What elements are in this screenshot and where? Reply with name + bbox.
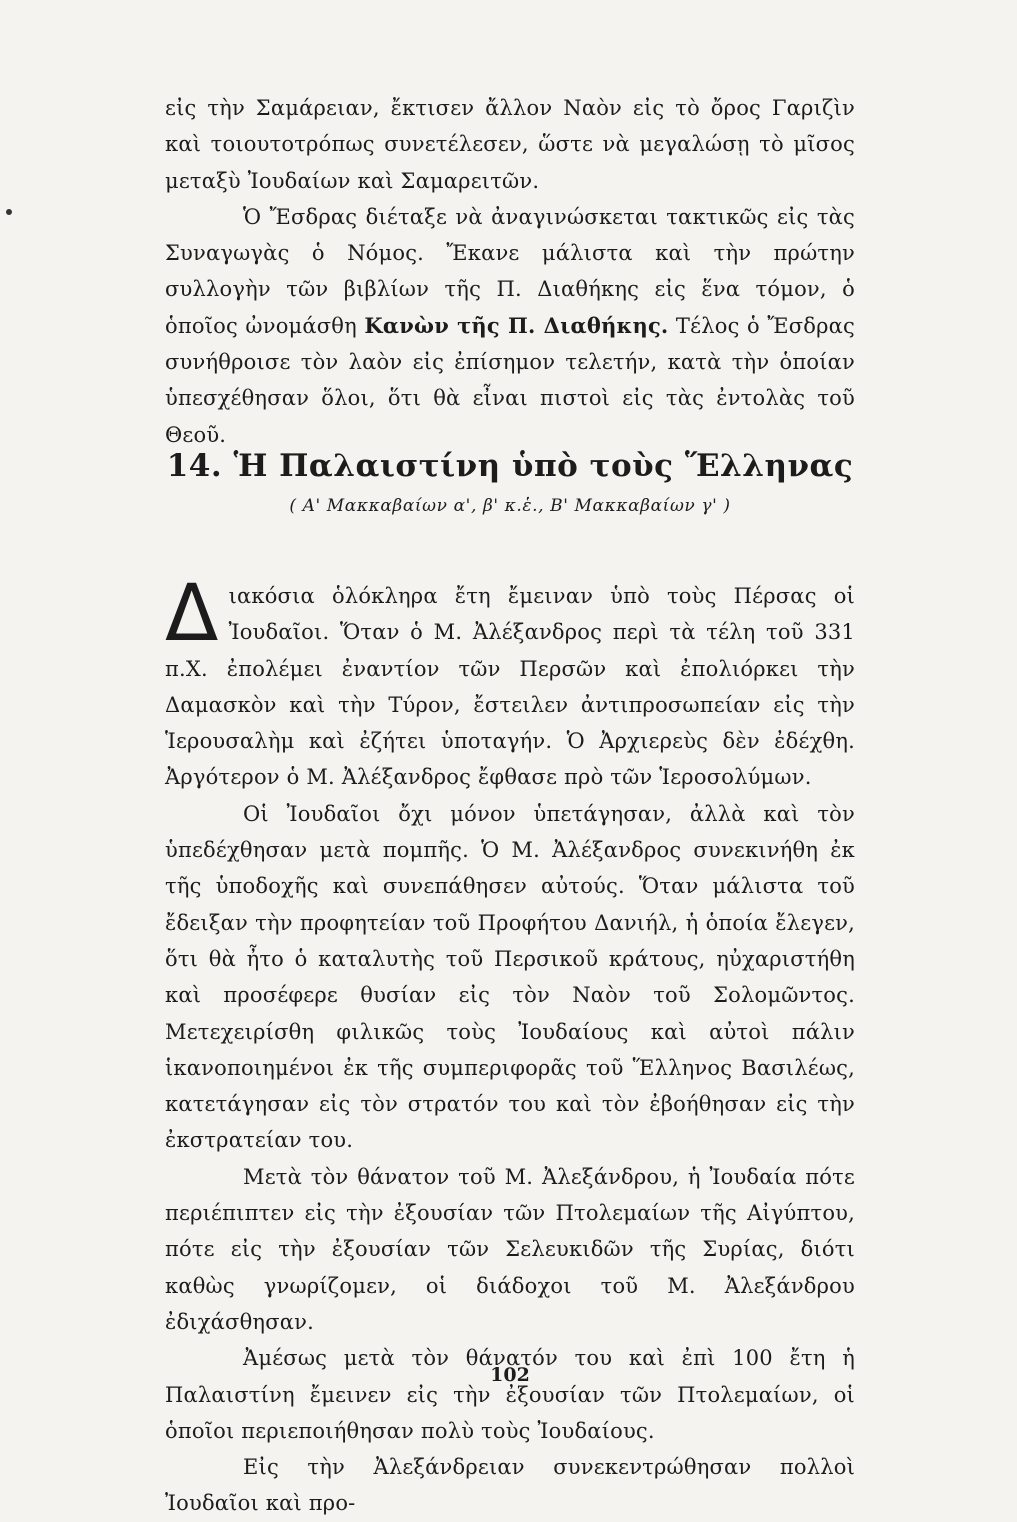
esdras-text-end: Τέλος ὁ Ἔσδρας συνήθροισε τὸν λαὸν εἰς ἐπίσημον τελετήν, κατὰ τὴν ὁποίαν ὑπεσχέθησαν ὅλοι, ὅτι θὰ εἶναι πιστοὶ εἰς τὰς ἐντολὰς τοῦ Θεοῦ. — [165, 313, 855, 447]
section-title: 14. Ἡ Παλαιστίνη ὑπὸ τοὺς Ἕλληνας — [166, 448, 854, 484]
drop-cap: Δ — [165, 569, 219, 659]
esdras-paragraph — [165, 199, 855, 453]
paragraph-alexandria: Εἰς τὴν Ἀλεξάνδρειαν συνεκεντρώθησαν πολλοὶ Ἰουδαῖοι καὶ προ- — [165, 1455, 855, 1516]
section-reference: ( Α' Μακκαβαίων α', β' κ.ἑ., Β' Μακκαβαίων γ' ) — [289, 496, 731, 516]
first-paragraph — [165, 569, 855, 796]
first-paragraph-text: ιακόσια ὁλόκληρα ἔτη ἔμειναν ὑπὸ τοὺς Πέρσας οἱ Ἰουδαῖοι. Ὅταν ὁ Μ. Ἀλέξανδρος περὶ τὰ τέλη τοῦ 331 π.Χ. ἐπολέμει ἐναντίον τῶν Περσῶν καὶ ἐπολιόρκει τὴν Δαμασκὸν καὶ τὴν Τύρον, ἔστειλεν ἀντιπροσωπείαν εἰς τὴν Ἱερουσαλὴμ καὶ ἐζήτει ὑποταγήν. Ὁ Ἀρχιερεὺς δὲν ἐδέχθη. Ἀργότερον ὁ Μ. Ἀλέξανδρος ἔφθασε πρὸ τῶν Ἱεροσολύμων. — [165, 584, 855, 790]
upper-text-block — [165, 90, 855, 453]
intro-paragraph: εἰς τὴν Σαμάρειαν, ἔκτισεν ἄλλον Ναὸν εἰς τὸ ὄρος Γαριζὶν καὶ τοιουτοτρόπως συνετέλεσεν, ὥστε νὰ μεγαλώσῃ τὸ μῖσος μεταξὺ Ἰουδαίων καὶ Σαμαρειτῶν. — [165, 96, 855, 193]
canon-term: Κανὼν τῆς Π. Διαθήκης. — [364, 312, 669, 338]
page-number: 102 — [490, 1364, 530, 1386]
margin-dot — [6, 209, 12, 215]
paragraph-after-alexander: Μετὰ τὸν θάνατον τοῦ Μ. Ἀλεξάνδρου, ἡ Ἰουδαία πότε περιέπιπτεν εἰς τὴν ἐξουσίαν τῶν Πτολεμαίων τῆς Αἰγύπτου, πότε εἰς τὴν ἐξουσίαν τῶν Σελευκιδῶν τῆς Συρίας, διότι καθὼς γνωρίζομεν, οἱ διάδοχοι τοῦ Μ. Ἀλεξάνδρου ἐδιχάσθησαν. — [165, 1164, 855, 1334]
paragraph-ptolemies: Ἀμέσως μετὰ τὸν θάνατόν του καὶ ἐπὶ 100 ἔτη ἡ Παλαιστίνη ἔμεινεν εἰς τὴν ἐξουσίαν τῶν Πτολεμαίων, οἱ ὁποῖοι περιεποιήθησαν πολὺ τοὺς Ἰουδαίους. — [165, 1346, 855, 1443]
esdras-text-start: Ὁ Ἔσδρας διέταξε νὰ ἀναγινώσκεται τακτικῶς εἰς τὰς Συναγωγὰς ὁ Νόμος. Ἔκανε μάλιστα καὶ τὴν πρώτην συλλογὴν τῶν βιβλίων τῆς Π. Διαθήκης εἰς ἕνα τόμον, ὁ ὁποῖος ὠνομάσθη — [165, 204, 855, 338]
paragraph-alexander-welcome: Οἱ Ἰουδαῖοι ὄχι μόνον ὑπετάγησαν, ἀλλὰ καὶ τὸν ὑπεδέχθησαν μετὰ πομπῆς. Ὁ Μ. Ἀλέξανδρος συνεκινήθη ἐκ τῆς ὑποδοχῆς καὶ συνεπάθησεν αὐτούς. Ὅταν μάλιστα τοῦ ἔδειξαν τὴν προφητείαν τοῦ Προφήτου Δανιήλ, ἡ ὁποία ἔλεγεν, ὅτι θὰ ἦτο ὁ καταλυτὴς τοῦ Περσικοῦ κράτους, ηὐχαριστήθη καὶ προσέφερε θυσίαν εἰς τὸν Ναὸν τοῦ Σολομῶντος. Μετεχειρίσθη φιλικῶς τοὺς Ἰουδαίους καὶ αὐτοὶ πάλιν ἱκανοποιημένοι ἐκ τῆς συμπεριφορᾶς τοῦ Ἕλληνος Βασιλέως, κατετάγησαν εἰς τὸν στρατόν του καὶ τὸν ἐβοήθησαν εἰς τὴν ἐκστρατείαν του. — [165, 801, 855, 1153]
